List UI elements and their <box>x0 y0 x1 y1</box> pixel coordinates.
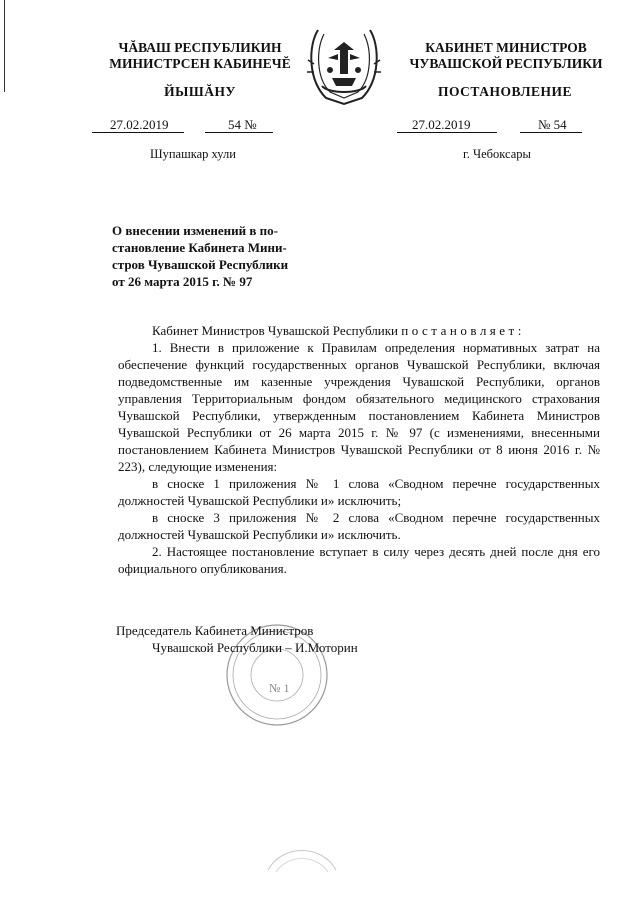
subject-line4: от 26 марта 2015 г. № 97 <box>112 274 253 289</box>
coat-of-arms-emblem <box>304 24 384 106</box>
header-left <box>100 40 300 72</box>
body-paragraph-3: в сноске 3 приложения № 2 слова «Сводном перечне государственных должностей Чувашской Республики и» исключить. <box>118 510 600 542</box>
subject-line1: О внесении изменений в по- <box>112 223 278 238</box>
subject-line2: становление Кабинета Мини- <box>112 240 287 255</box>
document-body <box>118 322 600 577</box>
body-paragraph-2: в сноске 1 приложения № 1 слова «Сводном перечне государственных должностей Чувашской Республики и» исключить; <box>118 476 600 508</box>
place-left: Шупашкар хули <box>150 147 236 161</box>
signature-line2: Чувашской Республики – И.Моторин <box>152 640 358 655</box>
margin-mark <box>4 0 5 92</box>
right-number-underline <box>520 132 582 133</box>
right-date: 27.02.2019 <box>412 117 471 132</box>
right-date-underline <box>397 132 497 133</box>
body-paragraph-1: 1. Внести в приложение к Правилам определения нормативных затрат на обеспечение функций государственных органов Чувашской Республики, включая подведомственные им казенные учреждения Чувашской Республики, органов управления Территориальным фондом обязательного медицинского страхования Чувашской Республики, утвержденным постановлением Кабинета Министров Чувашской Республики от 26 марта 2015 г. № 97 (с изменениями, внесенными постановлением Кабинета Министров Чувашской Республики от 8 июня 2016 г. № 223), следующие изменения: <box>118 340 600 474</box>
signature-line1: Председатель Кабинета Министров <box>116 623 314 638</box>
header-right-line1: КАБИНЕТ МИНИСТРОВ <box>425 40 587 55</box>
body-intro-prefix: Кабинет Министров Чувашской Республики <box>152 323 402 338</box>
place-right: г. Чебоксары <box>463 147 531 161</box>
body-intro <box>118 322 600 339</box>
body-intro-decree: постановляет: <box>401 323 525 338</box>
left-number: 54 № <box>228 117 257 132</box>
left-date: 27.02.2019 <box>110 117 169 132</box>
header-right <box>400 40 612 72</box>
header-right-line2: ЧУВАШСКОЙ РЕСПУБЛИКИ <box>409 56 603 71</box>
subject-line3: стров Чувашской Республики <box>112 257 289 272</box>
body-paragraph-4: 2. Настоящее постановление вступает в силу через десять дней после дня его официального опубликования. <box>118 544 600 576</box>
left-number-underline <box>205 132 273 133</box>
document-subject <box>112 222 312 290</box>
stamp-number: № 1 <box>269 681 290 695</box>
left-date-underline <box>92 132 184 133</box>
header-right-doc-type: ПОСТАНОВЛЕНИЕ <box>437 84 573 99</box>
header-left-doc-type: ЙЫШĂНУ <box>164 84 236 99</box>
header-left-line1: ЧĂВАШ РЕСПУБЛИКИН <box>118 40 282 55</box>
right-number: № 54 <box>538 117 567 132</box>
header-left-line2: МИНИСТРСЕН КАБИНЕЧĔ <box>109 56 291 71</box>
faint-stamp-mark <box>262 840 342 900</box>
